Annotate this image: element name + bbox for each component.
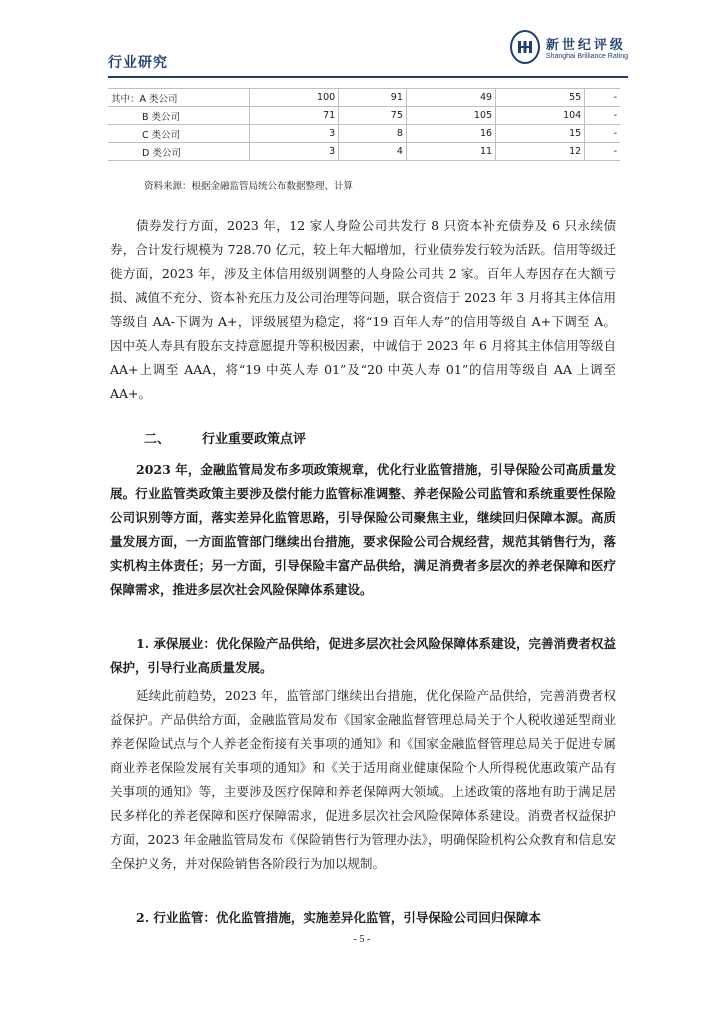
table-cell: 3 xyxy=(250,125,339,143)
paragraph-subheading-regulation: 2. 行业监管：优化监管措施，实施差异化监管，引导保险公司回归保障本 xyxy=(136,910,541,925)
section-title: 行业研究 xyxy=(108,55,168,71)
table-cell: 8 xyxy=(339,125,407,143)
table-row xyxy=(108,107,620,125)
logo-emblem-icon xyxy=(510,30,540,64)
table-cell: - xyxy=(585,89,620,107)
row-label: D 类公司 xyxy=(108,143,250,161)
table-cell: 15 xyxy=(496,125,585,143)
table-cell: 71 xyxy=(250,107,339,125)
table-cell: 49 xyxy=(406,89,495,107)
company-logo xyxy=(510,28,628,66)
paragraph-policy-summary: 2023 年，金融监管局发布多项政策规章，优化行业监管措施，引导保险公司高质量发展。行业监管类政策主要涉及偿付能力监管标准调整、养老保险公司监管和系统重要性保险公司识别等方面，落实差异化监管思路，引导保险公司聚焦主业，继续回归保障本源。高质量发展方面，一方面监管部门继续出台措施，要求保险公司合规经营，规范其销售行为，落实机构主体责任；另一方面，引导保险丰富产品供给，满足消费者多层次的养老保障和医疗保障需求，推进多层次社会风险保障体系建设。 xyxy=(110,462,616,597)
paragraph-underwriting-detail: 延续此前趋势，2023 年，监管部门继续出台措施，优化保险产品供给，完善消费者权益保护。产品供给方面，金融监管局发布《国家金融监督管理总局关于个人税收递延型商业养老保险试点与个人养老金衔接有关事项的通知》和《国家金融监督管理总局关于促进专属商业养老保险发展有关事项的通知》和《关于适用商业健康保险个人所得税优惠政策产品有关事项的通知》等，主要涉及医疗保障和养老保障两大领域。上述政策的落地有助于满足居民多样化的养老保障和医疗保障需求，促进多层次社会风险保障体系建设。消费者权益保护方面，2023 年金融监管局发布《保险销售行为管理办法》，明确保险机构公众教育和信息安全保护义务，并对保险销售各阶段行为加以规制。 xyxy=(110,688,616,871)
logo-english-name: Shanghai Brilliance Rating xyxy=(545,53,628,60)
table-cell: 4 xyxy=(339,143,407,161)
table-cell: - xyxy=(585,143,620,161)
table-row xyxy=(108,143,620,161)
header-divider xyxy=(108,76,628,78)
table-cell: - xyxy=(585,125,620,143)
table-row xyxy=(108,125,620,143)
section-heading-number: 二、 xyxy=(144,432,171,447)
row-label: B 类公司 xyxy=(108,107,250,125)
table-cell: 12 xyxy=(496,143,585,161)
row-label: C 类公司 xyxy=(108,125,250,143)
page-number: - 5 - xyxy=(353,934,371,945)
table-cell: 75 xyxy=(339,107,407,125)
table-cell: 16 xyxy=(406,125,495,143)
row-label: 其中：A 类公司 xyxy=(108,89,250,107)
paragraph-bond-issuance: 债券发行方面，2023 年，12 家人身险公司共发行 8 只资本补充债券及 6 只永续债券，合计发行规模为 728.70 亿元，较上年大幅增加，行业债券发行较为活跃。信用等级迁徙方面，2023 年，涉及主体信用级别调整的人身险公司共 2 家。百年人寿因存在大额亏损、减值不充分、资本补充压力及公司治理等问题，联合资信于 2023 年 3 月将其主体信用等级自 AA-下调为 A+，评级展望为稳定，将“19 百年人寿”的信用等级自 A+下调至 A。因中英人寿具有股东支持意愿提升等积极因素，中诚信于 2023 年 6 月将其主体信用等级自 AA+上调至 AAA，将“19 中英人寿 01”及“20 中英人寿 01”的信用等级自 AA 上调至 AA+。 xyxy=(110,218,616,401)
table-cell: 3 xyxy=(250,143,339,161)
table-cell: 105 xyxy=(406,107,495,125)
page-header xyxy=(108,24,628,74)
table-cell: 11 xyxy=(406,143,495,161)
table-cell: 104 xyxy=(496,107,585,125)
section-heading xyxy=(144,428,306,447)
logo-chinese-name: 新世纪评级 xyxy=(545,38,626,53)
paragraph-subheading-underwriting: 1. 承保展业：优化保险产品供给，促进多层次社会风险保障体系建设，完善消费者权益保护，引导行业高质量发展。 xyxy=(110,636,616,675)
table-row xyxy=(108,89,620,107)
table-cell: - xyxy=(585,107,620,125)
table-source-note: 资料来源：根据金融监管局统公布数据整理、计算 xyxy=(144,181,354,192)
table-cell: 91 xyxy=(339,89,407,107)
section-heading-text: 行业重要政策点评 xyxy=(202,432,307,447)
company-rating-table xyxy=(108,88,620,161)
table-cell: 100 xyxy=(250,89,339,107)
table-cell: 55 xyxy=(496,89,585,107)
